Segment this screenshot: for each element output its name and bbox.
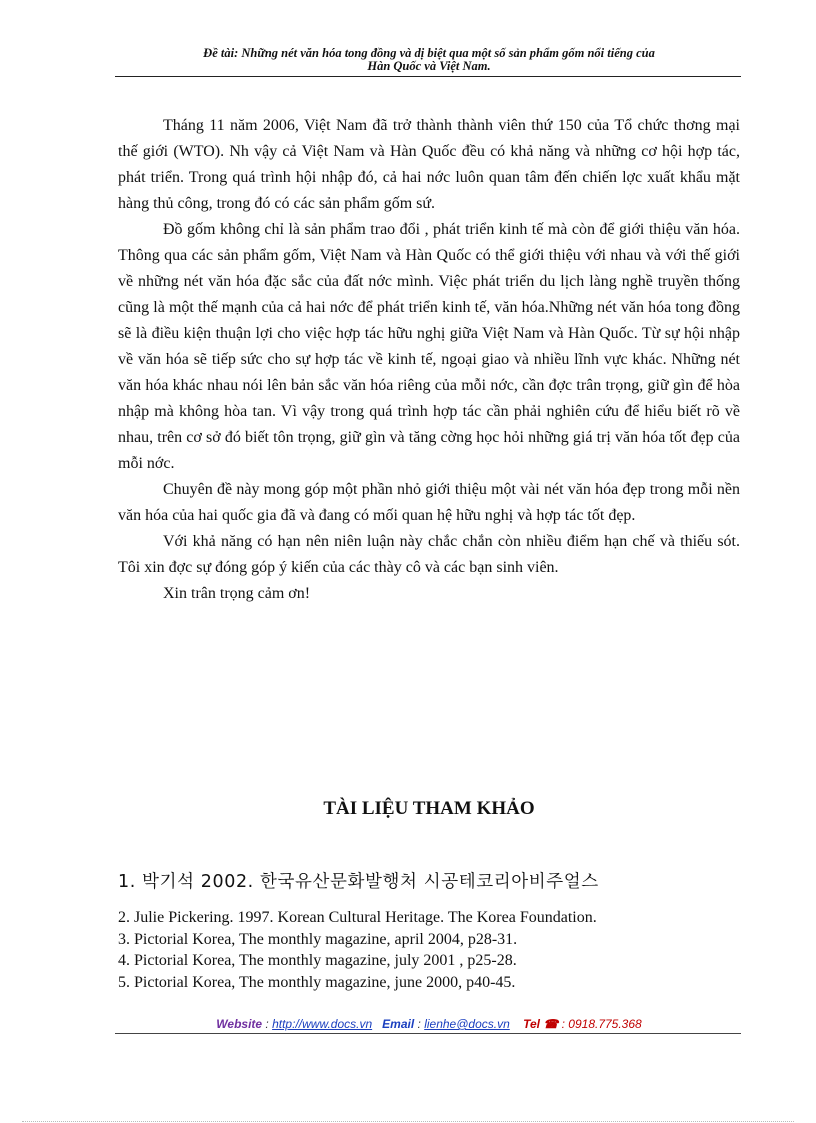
- footer-website-link[interactable]: http://www.docs.vn: [272, 1017, 373, 1031]
- paragraph: Đồ gốm không chỉ là sản phẩm trao đổi , phát triển kinh tế mà còn để giới thiệu văn hóa. Thông qua các sản phẩm gốm, Việt Nam và Hàn Quốc có thể giới thiệu với nhau và với thế giới về những nét văn hóa đặc sắc của đất nớc mình. Việc phát triển du lịch làng nghề truyền thống cũng là một thế mạnh của cả hai nớc để phát triển kinh tế, văn hóa.Những nét văn hóa tong đồng sẽ là điều kiện thuận lợi cho việc hợp tác hữu nghị giữa Việt Nam và Hàn Quốc. Từ sự hội nhập về văn hóa sẽ tiếp sức cho sự hợp tác về kinh tế, ngoại giao và nhiều lĩnh vực khác. Những nét văn hóa khác nhau nói lên bản sắc văn hóa riêng của mỗi nớc, cần đợc trân trọng, giữ gìn để hòa nhập mà không hòa tan. Vì vậy trong quá trình hợp tác cần phải nghiên cứu để hiểu biết rõ về nhau, trên cơ sở đó biết tôn trọng, giữ gìn và tăng cờng học hỏi những giá trị văn hóa tốt đẹp của mỗi nớc.: [118, 221, 740, 472]
- reference-item: 3. Pictorial Korea, The monthly magazine, april 2004, p28-31.: [118, 930, 518, 948]
- footer-separator: :: [262, 1017, 273, 1031]
- reference-item: 1. 박기석 2002. 한국유산문화발행처 시공테코리아비주얼스: [118, 872, 599, 892]
- header-line-2: Hàn Quốc và Việt Nam.: [367, 59, 491, 73]
- references-title: TÀI LIỆU THAM KHẢO: [323, 798, 535, 819]
- page-bottom-dotted-edge: [22, 1121, 794, 1122]
- header-line-1: Đề tài: Những nét văn hóa tong đồng và dị biệt qua một số sản phẩm gốm nổi tiếng của: [203, 46, 655, 60]
- document-body: [118, 113, 740, 607]
- reference-item: 2. Julie Pickering. 1997. Korean Cultural Heritage. The Korea Foundation.: [118, 909, 597, 926]
- paragraph: Tháng 11 năm 2006, Việt Nam đã trở thành thành viên thứ 150 của Tổ chức thơng mại thế giới (WTO). Nh vậy cả Việt Nam và Hàn Quốc đều có khả năng và những cơ hội hợp tác, phát triển. Trong quá trình hội nhập đó, cả hai nớc luôn quan tâm đến chiến lợc xuất khẩu mặt hàng thủ công, trong đó có các sản phẩm gốm sứ.: [118, 117, 740, 212]
- footer-divider: [115, 1033, 741, 1034]
- footer-tel-label: Tel ☎: [523, 1017, 559, 1031]
- footer-separator: :: [414, 1017, 425, 1031]
- page-header: [118, 47, 740, 73]
- reference-item: 5. Pictorial Korea, The monthly magazine, june 2000, p40-45.: [118, 973, 516, 991]
- footer-website-label: Website: [216, 1017, 263, 1031]
- page-footer: [118, 1017, 740, 1031]
- reference-item: 4. Pictorial Korea, The monthly magazine, july 2001 , p25-28.: [118, 952, 517, 969]
- footer-tel: : 0918.775.368: [558, 1017, 642, 1031]
- references-list: [118, 868, 740, 993]
- footer-email-link[interactable]: lienhe@docs.vn: [424, 1017, 510, 1031]
- paragraph: Xin trân trọng cảm ơn!: [163, 585, 311, 602]
- header-divider: [115, 76, 741, 77]
- paragraph: Chuyên đề này mong góp một phần nhỏ giới thiệu một vài nét văn hóa đẹp trong mỗi nền văn hóa của hai quốc gia đã và đang có mối quan hệ hữu nghị và hợp tác tốt đẹp.: [118, 481, 740, 524]
- paragraph: Với khả năng có hạn nên niên luận này chắc chắn còn nhiều điểm hạn chế và thiếu sót. Tôi xin đợc sự đóng góp ý kiến của các thày cô và các bạn sinh viên.: [118, 533, 740, 576]
- footer-email-label: Email: [382, 1017, 415, 1031]
